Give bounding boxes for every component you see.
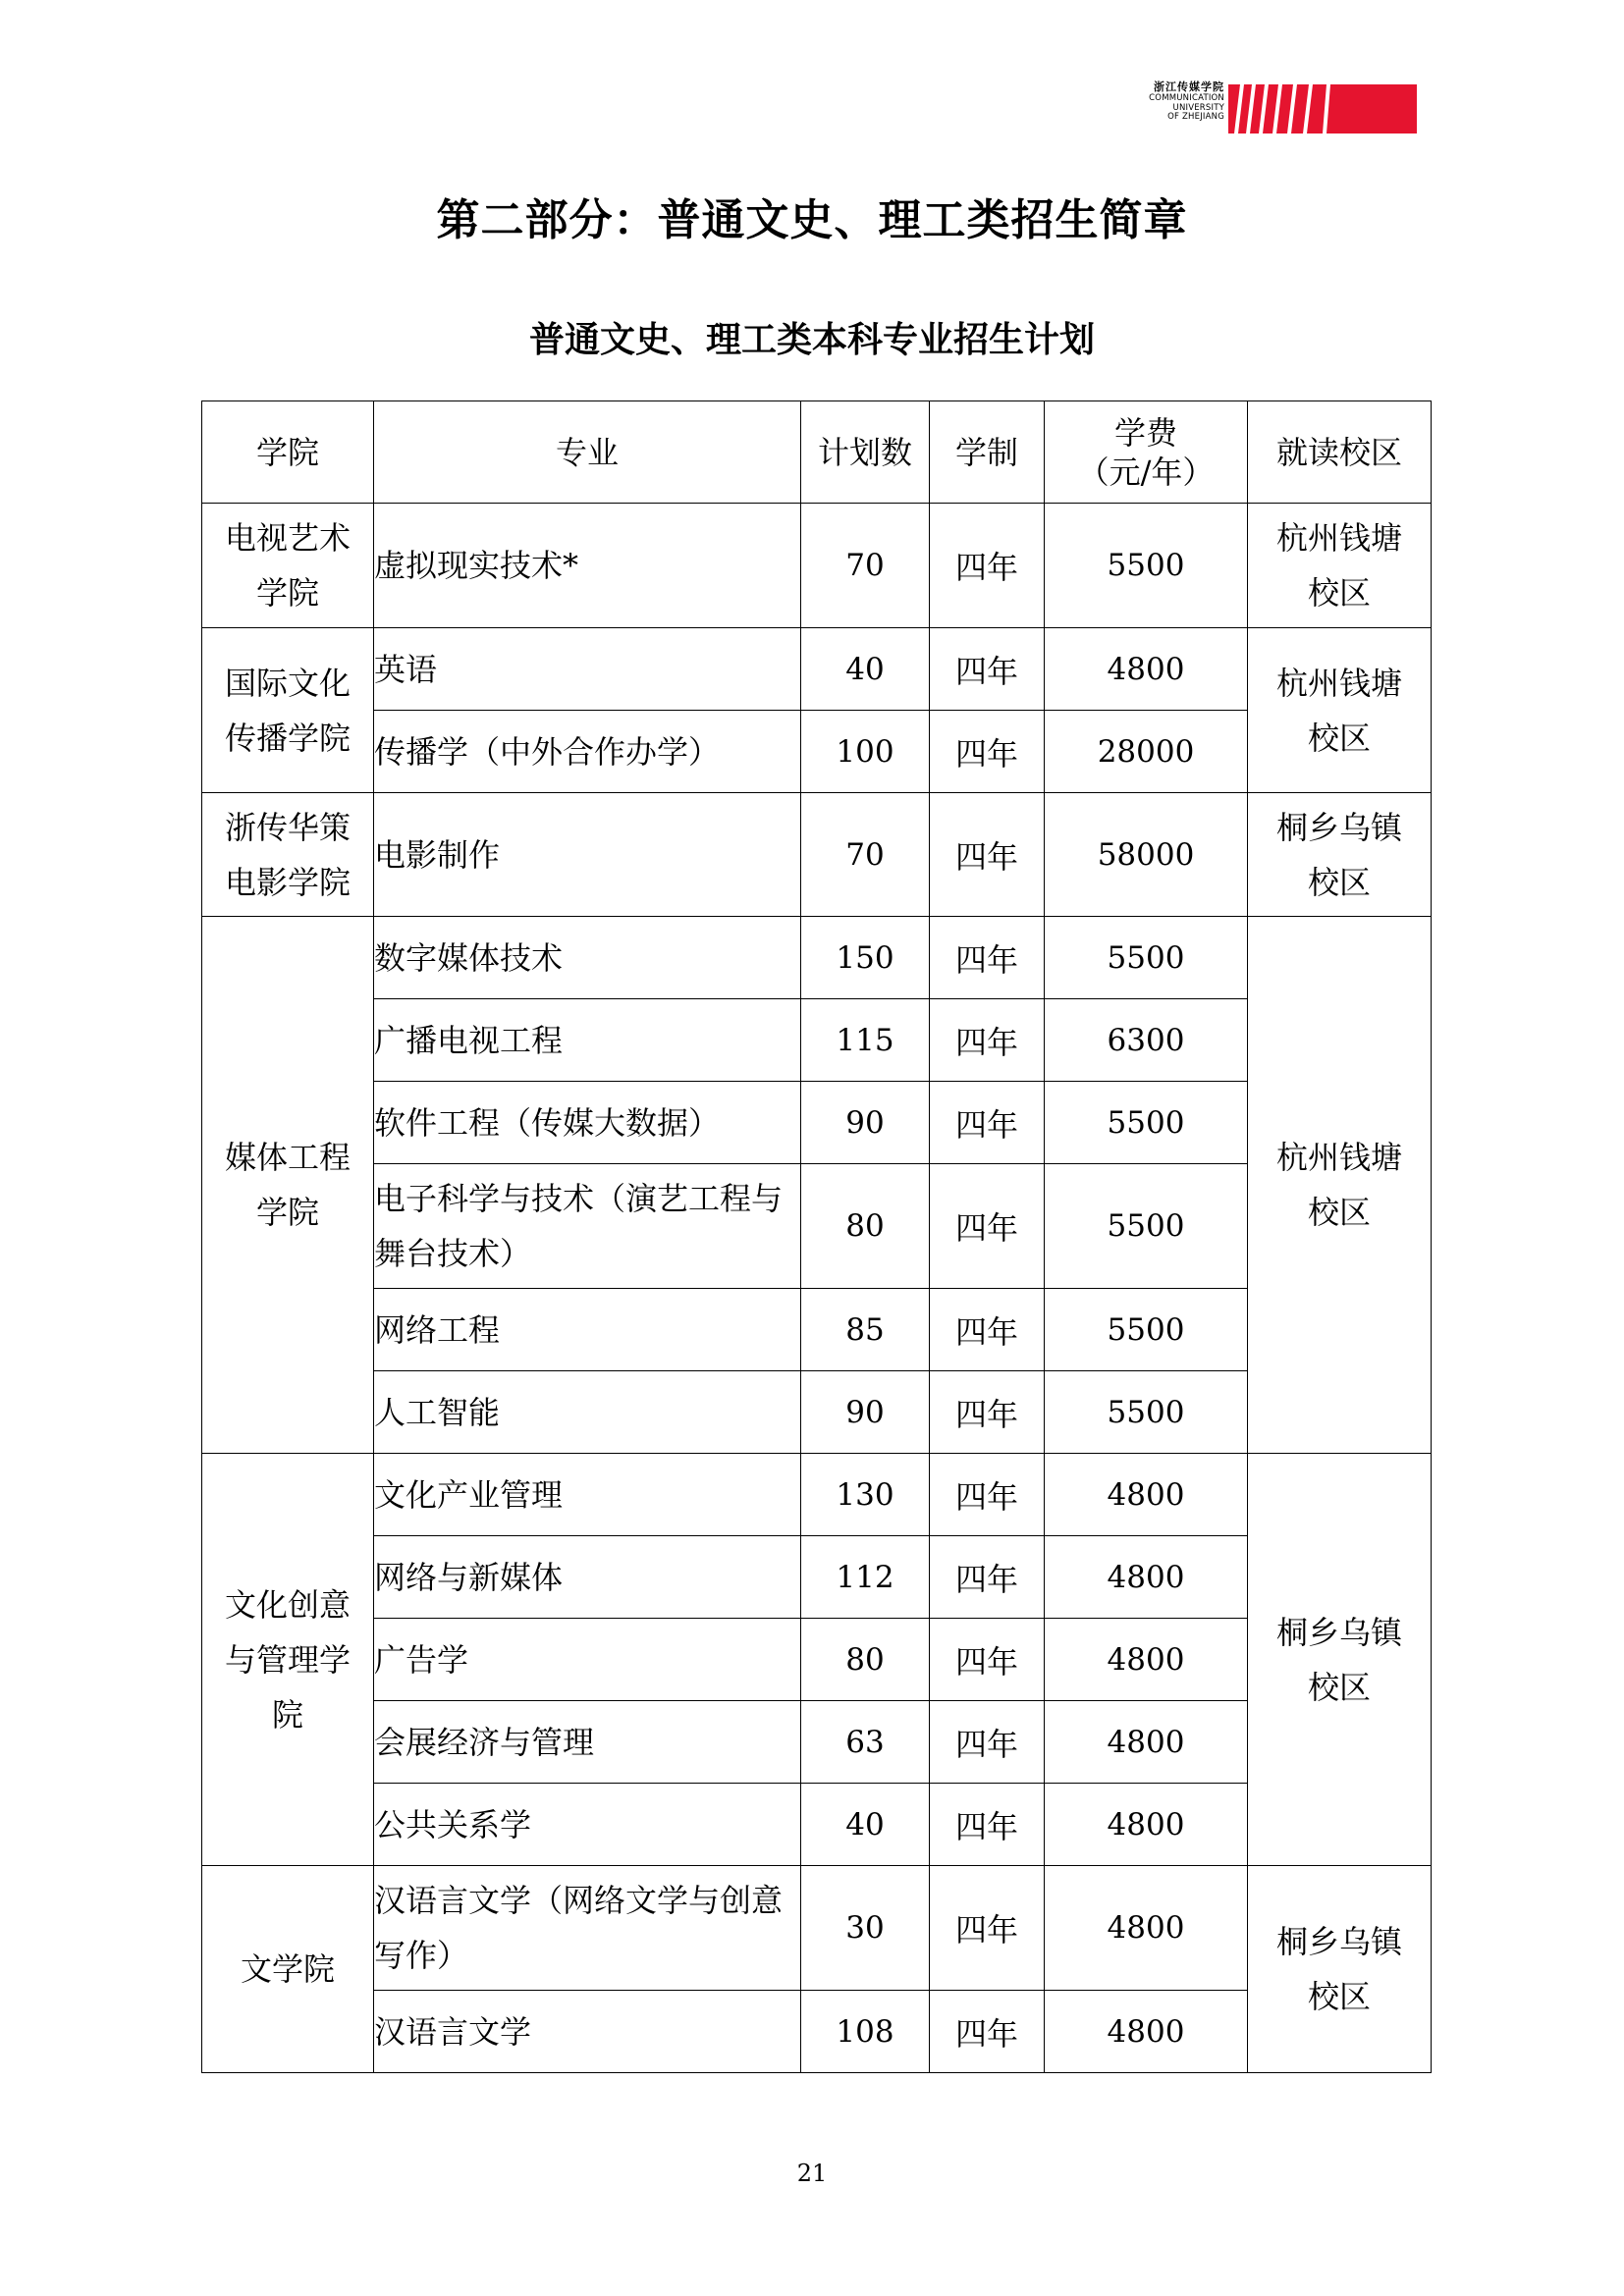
major-cell: 公共关系学 xyxy=(374,1784,801,1866)
duration-cell: 四年 xyxy=(930,1289,1045,1371)
duration-cell: 四年 xyxy=(930,999,1045,1082)
quota-cell: 85 xyxy=(801,1289,930,1371)
quota-cell: 130 xyxy=(801,1454,930,1536)
campus-cell xyxy=(1248,1454,1432,1866)
quota-cell: 30 xyxy=(801,1866,930,1991)
fee-cell: 5500 xyxy=(1045,504,1248,628)
enrollment-plan-table xyxy=(201,400,1432,2073)
campus-name: 桐乡乌镇校区 xyxy=(1275,1923,1402,2015)
major-cell: 软件工程（传媒大数据） xyxy=(374,1082,801,1164)
major-cell: 广播电视工程 xyxy=(374,999,801,1082)
fee-cell: 5500 xyxy=(1045,1371,1248,1454)
table-row xyxy=(202,1454,1432,1536)
duration-cell: 四年 xyxy=(930,1164,1045,1289)
college-name: 文化创意与管理学院 xyxy=(224,1585,351,1734)
table-row xyxy=(202,1082,1432,1164)
table-header xyxy=(202,401,1432,504)
fee-cell: 4800 xyxy=(1045,1784,1248,1866)
quota-cell: 40 xyxy=(801,628,930,711)
logo-text xyxy=(1124,80,1224,123)
fee-cell: 4800 xyxy=(1045,628,1248,711)
table-row xyxy=(202,999,1432,1082)
major-cell: 汉语言文学（网络文学与创意写作） xyxy=(374,1866,801,1991)
fee-cell: 5500 xyxy=(1045,1164,1248,1289)
college-cell xyxy=(202,1866,374,2073)
fee-cell: 4800 xyxy=(1045,1536,1248,1619)
quota-cell: 70 xyxy=(801,504,930,628)
major-cell: 文化产业管理 xyxy=(374,1454,801,1536)
header-fee xyxy=(1045,401,1248,504)
college-name: 文学院 xyxy=(240,1950,335,1988)
fee-cell: 58000 xyxy=(1045,793,1248,917)
campus-cell xyxy=(1248,1866,1432,2073)
major-cell: 电影制作 xyxy=(374,793,801,917)
duration-cell: 四年 xyxy=(930,1619,1045,1701)
quota-cell: 108 xyxy=(801,1991,930,2073)
quota-cell: 150 xyxy=(801,917,930,999)
major-cell: 网络与新媒体 xyxy=(374,1536,801,1619)
major-cell: 网络工程 xyxy=(374,1289,801,1371)
college-name: 国际文化传播学院 xyxy=(224,664,351,757)
table-row xyxy=(202,504,1432,628)
fee-cell: 5500 xyxy=(1045,1289,1248,1371)
quota-cell: 90 xyxy=(801,1082,930,1164)
logo-name-en-2: UNIVERSITY xyxy=(1172,102,1224,113)
header-duration: 学制 xyxy=(930,401,1045,504)
quota-cell: 70 xyxy=(801,793,930,917)
fee-cell: 4800 xyxy=(1045,1866,1248,1991)
duration-cell: 四年 xyxy=(930,1454,1045,1536)
campus-cell xyxy=(1248,504,1432,628)
duration-cell: 四年 xyxy=(930,793,1045,917)
table-row xyxy=(202,1991,1432,2073)
table-body xyxy=(202,504,1432,2073)
fee-cell: 4800 xyxy=(1045,1619,1248,1701)
quota-cell: 63 xyxy=(801,1701,930,1784)
campus-name: 杭州钱塘校区 xyxy=(1275,519,1402,612)
fee-cell: 4800 xyxy=(1045,1701,1248,1784)
section-title: 普通文史、理工类本科专业招生计划 xyxy=(528,320,1095,360)
duration-cell: 四年 xyxy=(930,1701,1045,1784)
major-cell: 传播学（中外合作办学） xyxy=(374,711,801,793)
major-cell: 数字媒体技术 xyxy=(374,917,801,999)
major-cell: 电子科学与技术（演艺工程与舞台技术） xyxy=(374,1164,801,1289)
campus-cell xyxy=(1248,793,1432,917)
header-fee-line2: （元/年） xyxy=(1077,453,1215,491)
college-name: 媒体工程学院 xyxy=(224,1139,351,1231)
campus-name: 桐乡乌镇校区 xyxy=(1275,808,1402,901)
college-cell xyxy=(202,793,374,917)
logo-mark-icon xyxy=(1228,84,1417,133)
campus-cell xyxy=(1248,628,1432,793)
header-fee-line1: 学费 xyxy=(1113,413,1177,452)
table-row xyxy=(202,1866,1432,1991)
table-row xyxy=(202,1371,1432,1454)
quota-cell: 115 xyxy=(801,999,930,1082)
quota-cell: 80 xyxy=(801,1164,930,1289)
fee-cell: 6300 xyxy=(1045,999,1248,1082)
duration-cell: 四年 xyxy=(930,1991,1045,2073)
header-college: 学院 xyxy=(202,401,374,504)
table-row xyxy=(202,1164,1432,1289)
quota-cell: 100 xyxy=(801,711,930,793)
college-cell xyxy=(202,504,374,628)
header-major: 专业 xyxy=(374,401,801,504)
table-row xyxy=(202,1701,1432,1784)
major-cell: 人工智能 xyxy=(374,1371,801,1454)
duration-cell: 四年 xyxy=(930,1784,1045,1866)
header-quota: 计划数 xyxy=(801,401,930,504)
table-row xyxy=(202,628,1432,711)
fee-cell: 4800 xyxy=(1045,1991,1248,2073)
duration-cell: 四年 xyxy=(930,504,1045,628)
university-logo xyxy=(1124,80,1419,137)
fee-cell: 28000 xyxy=(1045,711,1248,793)
major-cell: 广告学 xyxy=(374,1619,801,1701)
logo-name-en-1: COMMUNICATION xyxy=(1149,93,1224,103)
major-cell: 汉语言文学 xyxy=(374,1991,801,2073)
major-cell: 虚拟现实技术* xyxy=(374,504,801,628)
header-campus: 就读校区 xyxy=(1248,401,1432,504)
page-title: 第二部分：普通文史、理工类招生简章 xyxy=(436,195,1188,245)
campus-name: 杭州钱塘校区 xyxy=(1275,664,1402,757)
quota-cell: 40 xyxy=(801,1784,930,1866)
campus-name: 桐乡乌镇校区 xyxy=(1275,1613,1402,1706)
table-row xyxy=(202,711,1432,793)
table-row xyxy=(202,1289,1432,1371)
college-cell xyxy=(202,917,374,1454)
duration-cell: 四年 xyxy=(930,628,1045,711)
duration-cell: 四年 xyxy=(930,917,1045,999)
logo-name-cn: 浙江传媒学院 xyxy=(1154,80,1224,93)
fee-cell: 4800 xyxy=(1045,1454,1248,1536)
table-row xyxy=(202,917,1432,999)
fee-cell: 5500 xyxy=(1045,1082,1248,1164)
logo-name-en-3: OF ZHEJIANG xyxy=(1167,112,1224,123)
major-cell: 会展经济与管理 xyxy=(374,1701,801,1784)
duration-cell: 四年 xyxy=(930,711,1045,793)
duration-cell: 四年 xyxy=(930,1082,1045,1164)
college-name: 浙传华策电影学院 xyxy=(224,808,351,901)
major-cell: 英语 xyxy=(374,628,801,711)
fee-cell: 5500 xyxy=(1045,917,1248,999)
table-row xyxy=(202,1536,1432,1619)
duration-cell: 四年 xyxy=(930,1371,1045,1454)
table-row xyxy=(202,793,1432,917)
campus-cell xyxy=(1248,917,1432,1454)
campus-name: 杭州钱塘校区 xyxy=(1275,1139,1402,1231)
duration-cell: 四年 xyxy=(930,1536,1045,1619)
college-cell xyxy=(202,1454,374,1866)
table-row xyxy=(202,1784,1432,1866)
quota-cell: 112 xyxy=(801,1536,930,1619)
table-row xyxy=(202,1619,1432,1701)
college-cell xyxy=(202,628,374,793)
quota-cell: 80 xyxy=(801,1619,930,1701)
quota-cell: 90 xyxy=(801,1371,930,1454)
college-name: 电视艺术学院 xyxy=(224,519,351,612)
duration-cell: 四年 xyxy=(930,1866,1045,1991)
page-number: 21 xyxy=(796,2160,828,2187)
